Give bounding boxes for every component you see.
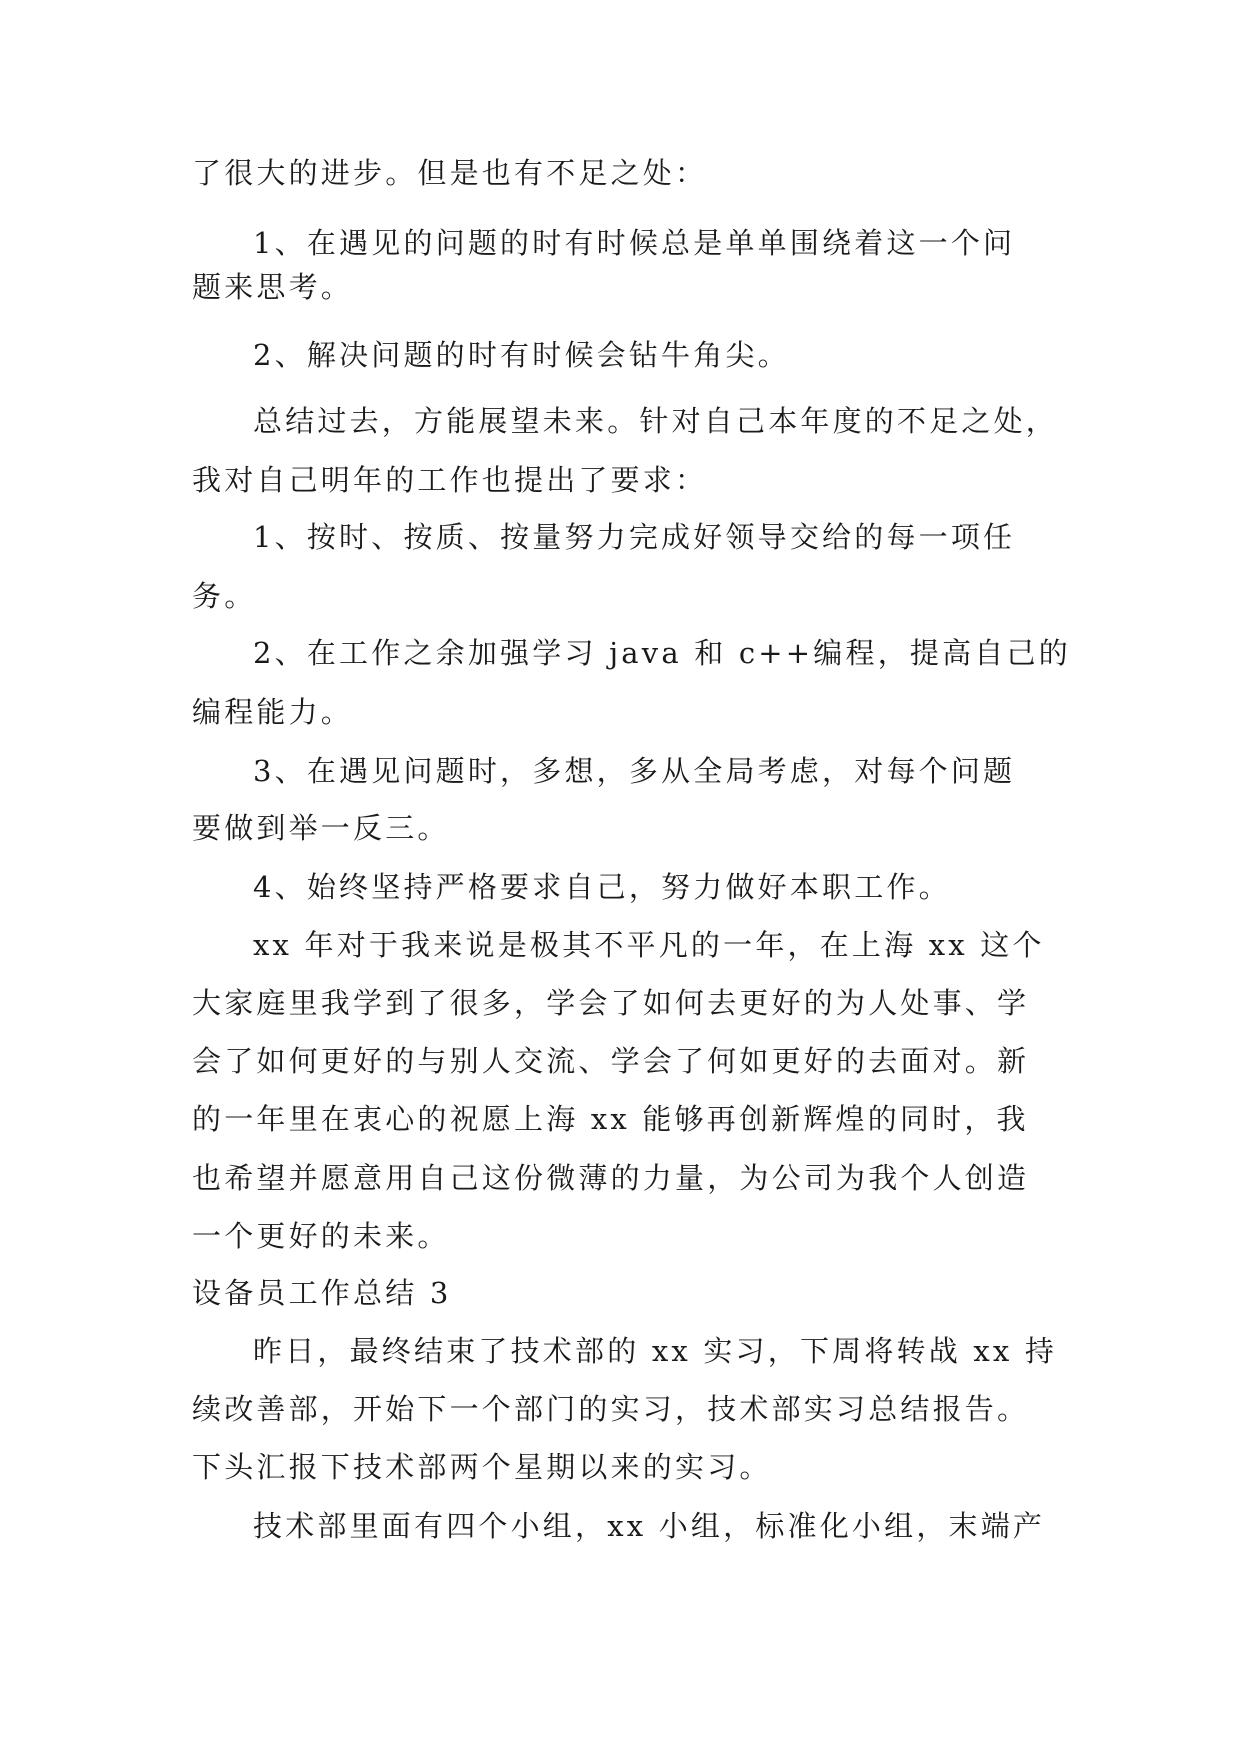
paragraph-line: 4、始终坚持严格要求自己，努力做好本职工作。 <box>253 870 951 904</box>
paragraph-line: 会了如何更好的与别人交流、学会了何如更好的去面对。新 <box>192 1044 1030 1078</box>
paragraph-line: 1、在遇见的问题的时有时候总是单单围绕着这一个问 <box>253 226 1016 260</box>
paragraph-line: 也希望并愿意用自己这份微薄的力量，为公司为我个人创造 <box>192 1161 1030 1195</box>
paragraph-line: 编程能力。 <box>192 695 354 729</box>
paragraph-line: 一个更好的未来。 <box>192 1219 450 1253</box>
paragraph-line: 3、在遇见问题时，多想，多从全局考虑，对每个问题 <box>253 754 1016 788</box>
paragraph-line: 2、解决问题的时有时候会钻牛角尖。 <box>253 338 790 372</box>
section-heading: 设备员工作总结 3 <box>192 1276 452 1310</box>
paragraph-line: 下头汇报下技术部两个星期以来的实习。 <box>192 1450 772 1484</box>
paragraph-line: 大家庭里我学到了很多，学会了如何去更好的为人处事、学 <box>192 986 1030 1020</box>
paragraph-line: 总结过去，方能展望未来。针对自己本年度的不足之处， <box>253 404 1059 438</box>
paragraph-line: 1、按时、按质、按量努力完成好领导交给的每一项任 <box>253 520 1016 554</box>
paragraph-line: 昨日，最终结束了技术部的 xx 实习，下周将转战 xx 持 <box>253 1334 1058 1368</box>
paragraph-line: 了很大的进步。但是也有不足之处： <box>192 156 708 190</box>
paragraph-line: 务。 <box>192 579 257 613</box>
paragraph-line: 要做到举一反三。 <box>192 811 450 845</box>
paragraph-line: 技术部里面有四个小组，xx 小组，标准化小组，末端产 <box>253 1509 1046 1543</box>
paragraph-line: xx 年对于我来说是极其不平凡的一年，在上海 xx 这个 <box>253 928 1045 962</box>
paragraph-line: 我对自己明年的工作也提出了要求： <box>192 463 708 497</box>
paragraph-line: 续改善部，开始下一个部门的实习，技术部实习总结报告。 <box>192 1392 1030 1426</box>
paragraph-line: 2、在工作之余加强学习 java 和 c++编程，提高自己的 <box>253 636 1071 670</box>
paragraph-line: 的一年里在衷心的祝愿上海 xx 能够再创新辉煌的同时，我 <box>192 1102 1029 1136</box>
paragraph-line: 题来思考。 <box>192 270 354 304</box>
